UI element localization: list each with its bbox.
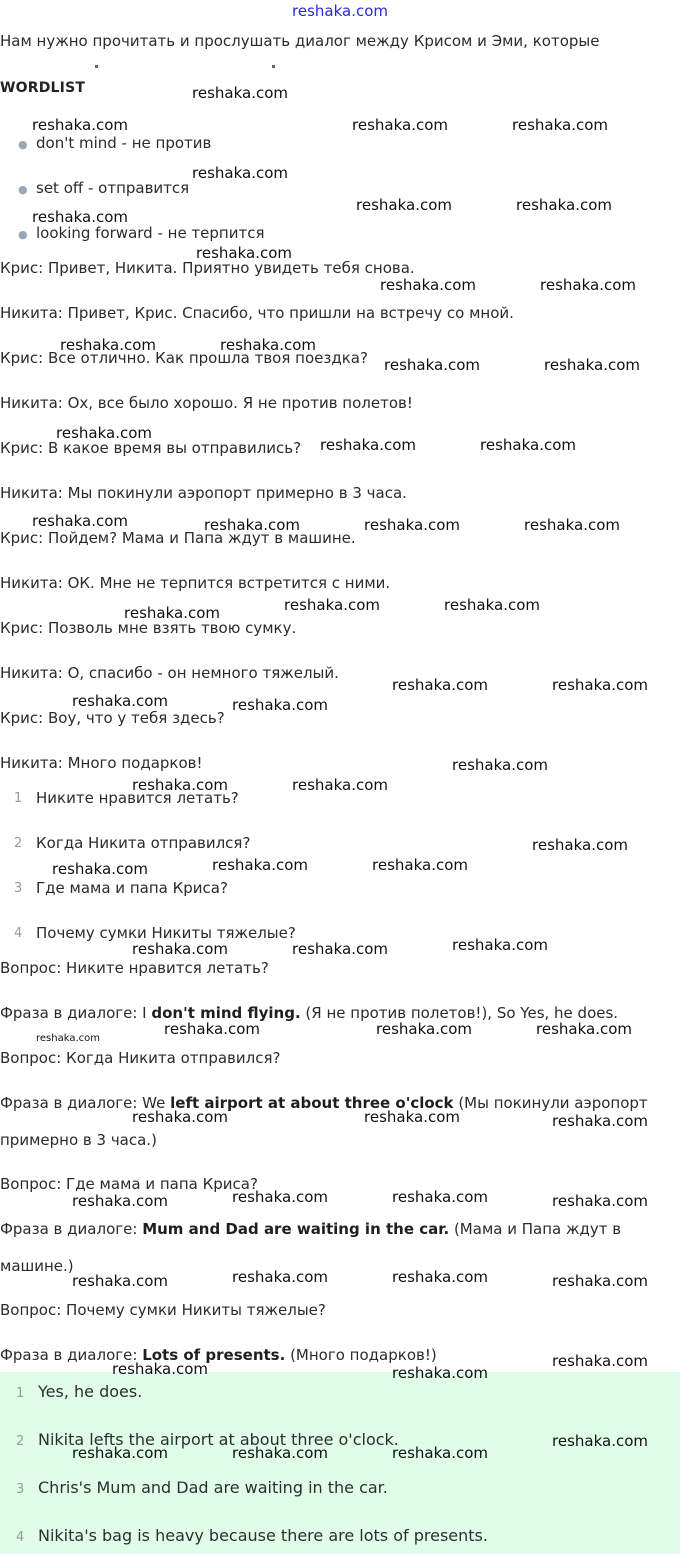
dialogue-line: Никита: ОК. Мне не терпится встретится с ними.	[0, 574, 391, 592]
watermark-text: reshaka.com	[36, 1033, 100, 1044]
dialogue-line: Никита: Мы покинули аэропорт примерно в 3 часа.	[0, 484, 407, 502]
watermark-text: reshaka.com	[232, 1268, 328, 1286]
explanation-question: Вопрос: Никите нравится летать?	[0, 959, 269, 977]
watermark-text: reshaka.com	[192, 84, 288, 102]
question-text: Когда Никита отправился?	[36, 834, 251, 852]
watermark-text: reshaka.com	[72, 1444, 168, 1462]
watermark-text: reshaka.com	[52, 860, 148, 878]
dialogue-line: Никита: Ох, все было хорошо. Я не против полетов!	[0, 394, 413, 412]
watermark-text: reshaka.com	[392, 1188, 488, 1206]
answer-text: Nikita lefts the airport at about three o'clock.	[38, 1430, 399, 1449]
cut-off-line	[0, 60, 680, 72]
watermark-text: reshaka.com	[232, 1444, 328, 1462]
explanation-phrase: Фраза в диалоге: Mum and Dad are waiting in the car. (Мама и Папа ждут в	[0, 1220, 622, 1238]
question-number: 2	[14, 836, 23, 851]
watermark-text: reshaka.com	[124, 604, 220, 622]
watermark-text: reshaka.com	[524, 516, 620, 534]
question-item	[0, 879, 680, 901]
dialogue-line: Крис: Воу, что у тебя здесь?	[0, 709, 225, 727]
answer-number: 1	[16, 1386, 25, 1401]
watermark-text: reshaka.com	[392, 676, 488, 694]
answer-number: 3	[16, 1482, 25, 1497]
watermark-text: reshaka.com	[552, 1192, 648, 1210]
watermark-text: reshaka.com	[376, 1020, 472, 1038]
bullet-icon: ●	[18, 228, 28, 241]
watermark-text: reshaka.com	[60, 336, 156, 354]
watermark-text: reshaka.com	[452, 756, 548, 774]
answer-text: Nikita's bag is heavy because there are lots of presents.	[38, 1526, 488, 1545]
watermark-text: reshaka.com	[392, 1268, 488, 1286]
dialogue-line: Никита: Привет, Крис. Спасибо, что пришли на встречу со мной.	[0, 304, 514, 322]
watermark-text: reshaka.com	[364, 516, 460, 534]
dialogue-line: Никита: Много подарков!	[0, 754, 203, 772]
watermark-text: reshaka.com	[164, 1020, 260, 1038]
bullet-icon: ●	[18, 138, 28, 151]
watermark-text: reshaka.com	[536, 1020, 632, 1038]
watermark-text: reshaka.com	[232, 696, 328, 714]
watermark-text: reshaka.com	[32, 208, 128, 226]
watermark-text: reshaka.com	[32, 512, 128, 530]
watermark-text: reshaka.com	[132, 940, 228, 958]
question-number: 3	[14, 881, 23, 896]
explanation-phrase-cont: машине.)	[0, 1257, 74, 1275]
question-number: 1	[14, 791, 23, 806]
watermark-text: reshaka.com	[72, 692, 168, 710]
watermark-text: reshaka.com	[196, 244, 292, 262]
explanation-phrase: Фраза в диалоге: We left airport at about three o'clock (Мы покинули аэропорт	[0, 1094, 648, 1112]
answer-text: Chris's Mum and Dad are waiting in the car.	[38, 1478, 388, 1497]
watermark-text: reshaka.com	[392, 1364, 488, 1382]
watermark-text: reshaka.com	[212, 856, 308, 874]
watermark-text: reshaka.com	[372, 856, 468, 874]
watermark-text: reshaka.com	[192, 164, 288, 182]
watermark-text: reshaka.com	[204, 516, 300, 534]
watermark-text: reshaka.com	[320, 436, 416, 454]
watermark-text: reshaka.com	[480, 436, 576, 454]
explanation-phrase: Фраза в диалоге: Lots of presents. (Много подарков!)	[0, 1346, 437, 1364]
watermark-text: reshaka.com	[552, 676, 648, 694]
watermark-text: reshaka.com	[532, 836, 628, 854]
dialogue-line: Крис: Пойдем? Мама и Папа ждут в машине.	[0, 529, 356, 547]
watermark-text: reshaka.com	[392, 1444, 488, 1462]
watermark-text: reshaka.com	[384, 356, 480, 374]
question-text: Никите нравится летать?	[36, 789, 239, 807]
watermark-text: reshaka.com	[232, 1188, 328, 1206]
dialogue-line: Крис: Все отлично. Как прошла твоя поездка?	[0, 349, 368, 367]
watermark-text: reshaka.com	[132, 776, 228, 794]
watermark-text: reshaka.com	[56, 424, 152, 442]
answer-number: 2	[16, 1434, 25, 1449]
explanation-phrase-cont: примерно в 3 часа.)	[0, 1131, 157, 1149]
watermark-text: reshaka.com	[356, 196, 452, 214]
watermark-text: reshaka.com	[516, 196, 612, 214]
answers-panel	[0, 1372, 680, 1554]
explanation-phrase: Фраза в диалоге: I don't mind flying. (Я не против полетов!), So Yes, he does.	[0, 1004, 619, 1022]
watermark-text: reshaka.com	[512, 116, 608, 134]
bullet-icon: ●	[18, 183, 28, 196]
watermark-text: reshaka.com	[364, 1108, 460, 1126]
watermark-text: reshaka.com	[292, 940, 388, 958]
wordlist-title: WORDLIST	[0, 80, 86, 96]
watermark-text: reshaka.com	[284, 596, 380, 614]
watermark-text: reshaka.com	[220, 336, 316, 354]
watermark-text: reshaka.com	[132, 1108, 228, 1126]
intro-text: Нам нужно прочитать и прослушать диалог между Крисом и Эми, которые	[0, 32, 600, 50]
question-number: 4	[14, 926, 23, 941]
watermark-text: reshaka.com	[552, 1432, 648, 1450]
watermark-text: reshaka.com	[444, 596, 540, 614]
watermark-text: reshaka.com	[32, 116, 128, 134]
dialogue-line: Крис: Позволь мне взять твою сумку.	[0, 619, 297, 637]
answer-item	[0, 1526, 680, 1550]
answer-text: Yes, he does.	[38, 1382, 143, 1401]
watermark-text: reshaka.com	[552, 1112, 648, 1130]
explanation-question: Вопрос: Почему сумки Никиты тяжелые?	[0, 1301, 326, 1319]
dialogue-line: Крис: Привет, Никита. Приятно увидеть тебя снова.	[0, 259, 415, 277]
answer-item	[0, 1478, 680, 1502]
watermark-text: reshaka.com	[552, 1272, 648, 1290]
answer-item	[0, 1382, 680, 1406]
watermark-text: reshaka.com	[352, 116, 448, 134]
answer-number: 4	[16, 1530, 25, 1545]
watermark-text: reshaka.com	[552, 1352, 648, 1370]
watermark-text: reshaka.com	[380, 276, 476, 294]
site-link[interactable]: reshaka.com	[292, 2, 388, 20]
watermark-text: reshaka.com	[540, 276, 636, 294]
watermark-text: reshaka.com	[112, 1360, 208, 1378]
watermark-text: reshaka.com	[292, 776, 388, 794]
explanation-question: Вопрос: Когда Никита отправился?	[0, 1049, 281, 1067]
question-text: Почему сумки Никиты тяжелые?	[36, 924, 296, 942]
dialogue-line: Крис: В какое время вы отправились?	[0, 439, 302, 457]
watermark-text: reshaka.com	[544, 356, 640, 374]
watermark-text: reshaka.com	[72, 1192, 168, 1210]
question-text: Где мама и папа Криса?	[36, 879, 228, 897]
watermark-text: reshaka.com	[452, 936, 548, 954]
dialogue-line: Никита: О, спасибо - он немного тяжелый.	[0, 664, 339, 682]
watermark-text: reshaka.com	[72, 1272, 168, 1290]
explanation-question: Вопрос: Где мама и папа Криса?	[0, 1175, 258, 1193]
